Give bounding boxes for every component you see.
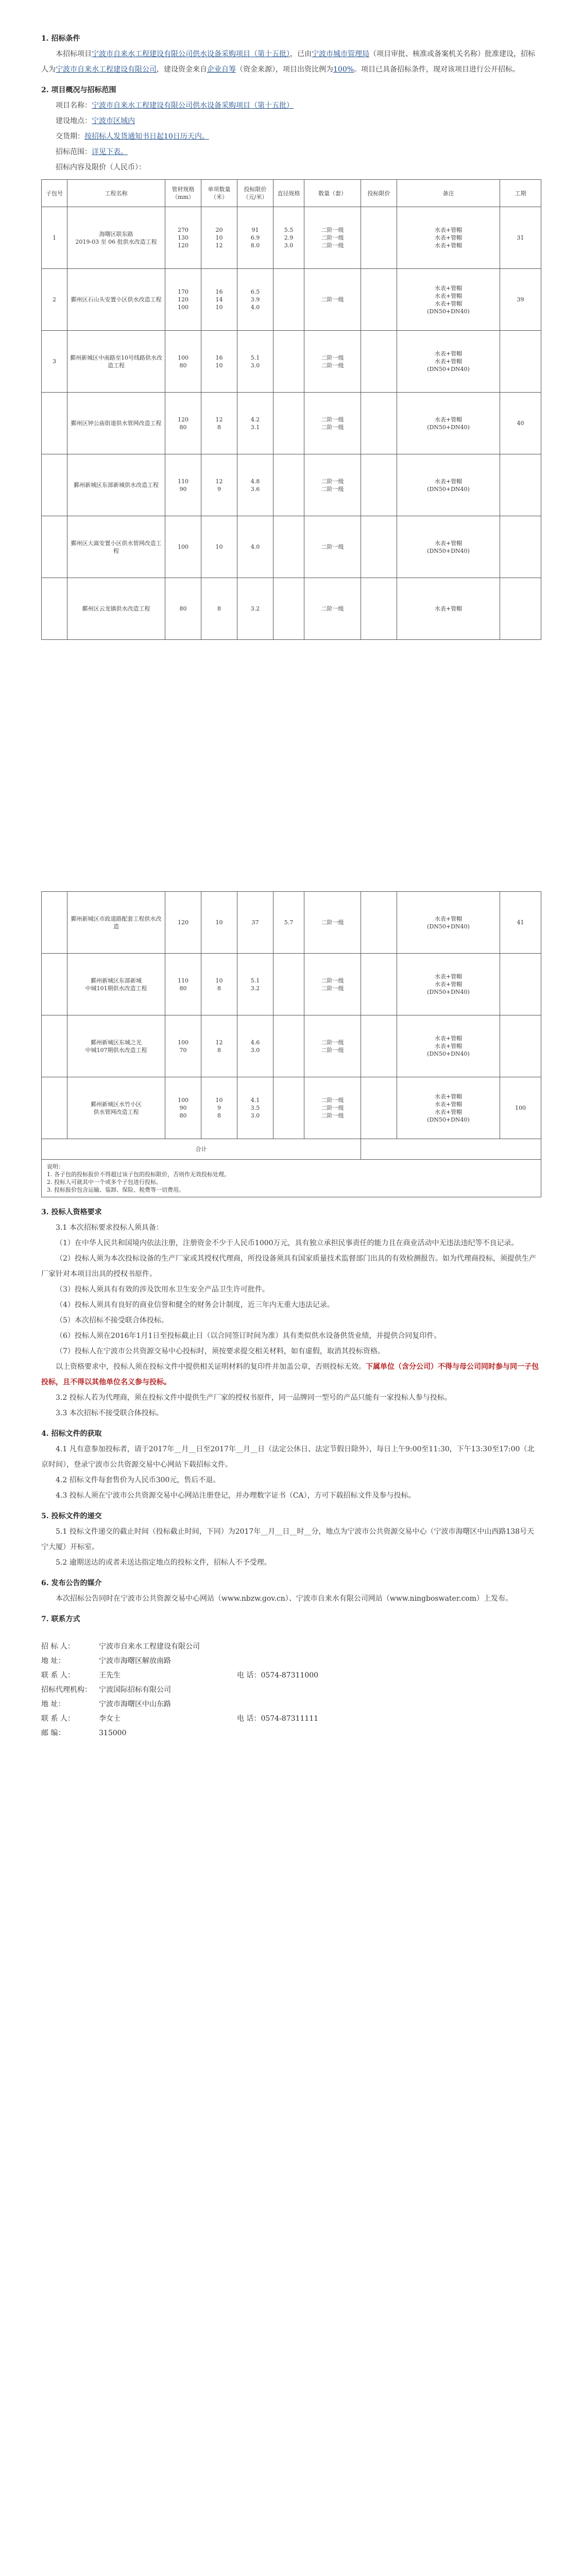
table-cell <box>273 516 304 578</box>
contact-value: 王先生 <box>99 1671 121 1680</box>
table-cell: 二阶一级 二阶一级 <box>304 393 361 454</box>
table-cell: 水表+管帽 (DN50+DN40) <box>397 454 500 516</box>
table-row <box>42 393 541 454</box>
tender-conditions-paragraph: 本招标项目宁波市自来水工程建设有限公司供水设备采购项目（第十五批），已由宁波市城市管理局（项目审批、核准或备案机关名称）批准建设，招标人为宁波市自来水工程建设有限公司，建设资金来自企业自筹（资金来源），项目出资比例为100%。项目已具备招标条件，现对该项目进行公开招标。 <box>41 50 535 74</box>
table-cell: 水表+管帽 水表+管帽 (DN50+DN40) <box>397 954 500 1015</box>
table-cell: 水表+管帽 水表+管帽 (DN50+DN40) <box>397 331 500 393</box>
table-cell: 16 10 <box>201 331 237 393</box>
table-cell: 鄞州区钟公庙街道供水管网改造工程 <box>67 393 165 454</box>
table-cell <box>42 516 67 578</box>
delivery-line: 交货期：按招标人发货通知书日起10日历天内。 <box>56 132 209 141</box>
table-cell <box>42 954 67 1015</box>
qualification-item: （7）投标人在宁波市公共资源交易中心投标时，须按要求提交相关材料，如有虚假，取消其投标资格。 <box>56 1347 385 1355</box>
contact-label: 地 址： <box>41 1657 65 1665</box>
table-cell: 二阶一级 <box>304 269 361 331</box>
section-heading-3: 3. 投标人资格要求 <box>41 1208 102 1216</box>
total-label: 合计 <box>42 1139 361 1160</box>
table-cell: 二阶一级 二阶一级 <box>304 954 361 1015</box>
table-cell: 37 <box>237 892 273 954</box>
project-name-line: 项目名称：宁波市自来水工程建设有限公司供水设备采购项目（第十五批） <box>56 101 294 110</box>
table-header-cell: 工程名称 <box>67 180 165 207</box>
table-cell <box>273 1015 304 1077</box>
table-header-cell: 单项数量（米） <box>201 180 237 207</box>
section-heading-4: 4. 招标文件的获取 <box>41 1430 102 1438</box>
table-cell: 100 70 <box>165 1015 201 1077</box>
section-heading-2: 2. 项目概况与招标范围 <box>41 86 116 94</box>
table-cell: 12 8 <box>201 393 237 454</box>
table-cell: 二阶一级 二阶一级 二阶一级 <box>304 207 361 269</box>
table-cell: 鄞州新城区市政道路配套工程供水改造 <box>67 892 165 954</box>
table-cell: 40 <box>500 393 541 454</box>
table-cell: 4.2 3.1 <box>237 393 273 454</box>
table-cell: 100 80 <box>165 331 201 393</box>
table-cell: 5.5 2.9 3.0 <box>273 207 304 269</box>
table-row <box>42 954 541 1015</box>
table-cell: 鄞州新城区中南路至10号线路供水改造工程 <box>67 331 165 393</box>
acquire-item: 4.3 投标人须在宁波市公共资源交易中心网站注册登记，并办理数字证书（CA），方可下载招标文件及参与投标。 <box>56 1492 416 1500</box>
table-row <box>42 1015 541 1077</box>
table-cell <box>361 578 397 640</box>
contact-row <box>41 1654 541 1668</box>
table-total-row <box>42 1139 541 1160</box>
contact-row <box>41 1726 541 1740</box>
table-cell: 鄞州新城区东部新城供水改造工程 <box>67 454 165 516</box>
total-value <box>361 1139 541 1160</box>
table-cell <box>42 393 67 454</box>
qualification-note: 以上资格要求中，投标人须在投标文件中提供相关证明材料的复印件并加盖公章，否则投标无效。下属单位（含分公司）不得与母公司同时参与同一子包投标，且不得以其他单位名义参与投标。 <box>41 1363 539 1386</box>
table-cell <box>273 331 304 393</box>
table-cell <box>42 892 67 954</box>
table-row <box>42 1077 541 1139</box>
submit-item: 5.2 逾期送达的或者未送达指定地点的投标文件，招标人不予受理。 <box>56 1558 271 1567</box>
table-cell: 4.1 3.5 3.0 <box>237 1077 273 1139</box>
table-cell: 10 9 8 <box>201 1077 237 1139</box>
project-name-link: 宁波市自来水工程建设有限公司供水设备采购项目（第十五批） <box>92 50 290 58</box>
table-cell: 4.8 3.6 <box>237 454 273 516</box>
table-cell: 二阶一级 <box>304 892 361 954</box>
table-cell <box>273 954 304 1015</box>
table-cell: 10 <box>201 892 237 954</box>
table-cell: 270 130 120 <box>165 207 201 269</box>
table-note: 说明： 1. 各子包的投标报价不得超过该子包的投标限价，否则作无效投标处理。 2. 投标人可就其中一个或多个子包进行投标。 3. 投标报价包含运输、装卸、保险、税费等一切费用。 <box>42 1160 541 1197</box>
table-cell: 水表+管帽 (DN50+DN40) <box>397 516 500 578</box>
contact-value: 李女士 <box>99 1715 121 1723</box>
table-cell <box>361 393 397 454</box>
location-line: 建设地点：宁波市区域内 <box>56 117 135 125</box>
table-cell <box>500 578 541 640</box>
table-row <box>42 269 541 331</box>
qualification-item: （5）本次招标不接受联合体投标。 <box>56 1316 168 1325</box>
table-row <box>42 331 541 393</box>
table-cell <box>273 1077 304 1139</box>
table-cell <box>361 1077 397 1139</box>
table-row <box>42 578 541 640</box>
contact-value: 宁波市海曙区中山东路 <box>99 1700 171 1708</box>
table-cell: 鄞州新城区东城之光 中城107期供水改造工程 <box>67 1015 165 1077</box>
table-cell <box>42 578 67 640</box>
table-header-cell: 直径规格 <box>273 180 304 207</box>
contact-label: 联 系 人： <box>41 1715 75 1723</box>
section-heading-5: 5. 投标文件的递交 <box>41 1512 102 1520</box>
table-cell: 120 80 <box>165 393 201 454</box>
table-cell <box>42 1077 67 1139</box>
page-2 <box>41 891 541 2576</box>
contact-label: 联 系 人： <box>41 1671 75 1680</box>
table-cell <box>361 1015 397 1077</box>
qualification-item: 3.2 投标人若为代理商，须在投标文件中提供生产厂家的授权书原件，同一品牌同一型号的产品只能有一家投标人参与投标。 <box>56 1394 452 1402</box>
table-header-cell: 子包号 <box>42 180 67 207</box>
contact-row <box>41 1697 541 1711</box>
warning-text: 下属单位（含分公司）不得与母公司同时参与同一子包投标，且不得以其他单位名义参与投标。 <box>41 1363 539 1386</box>
table-cell: 3.2 <box>237 578 273 640</box>
table-cell: 鄞州区大嵩安置小区供水管网改造工程 <box>67 516 165 578</box>
table-cell: 鄞州新城区水竹小区 供水管网改造工程 <box>67 1077 165 1139</box>
contact-value: 宁波市海曙区解放南路 <box>99 1657 171 1665</box>
table-cell: 水表+管帽 (DN50+DN40) <box>397 393 500 454</box>
table-row <box>42 454 541 516</box>
table-cell <box>361 207 397 269</box>
table-cell: 二阶一级 二阶一级 二阶一级 <box>304 1077 361 1139</box>
table-cell: 20 10 12 <box>201 207 237 269</box>
table-cell: 91 6.9 8.0 <box>237 207 273 269</box>
table-header-cell: 数量（套） <box>304 180 361 207</box>
table-cell: 41 <box>500 892 541 954</box>
section-heading-1: 1. 招标条件 <box>41 35 80 43</box>
table-cell: 10 <box>201 516 237 578</box>
table-cell: 100 90 80 <box>165 1077 201 1139</box>
table-cell: 6.5 3.9 4.0 <box>237 269 273 331</box>
content-line: 招标内容及限价（人民币）： <box>56 163 146 172</box>
table-cell: 4.0 <box>237 516 273 578</box>
table-cell <box>361 516 397 578</box>
table-cell: 5.1 3.0 <box>237 331 273 393</box>
table-cell: 二阶一级 二阶一级 <box>304 331 361 393</box>
table-cell <box>361 892 397 954</box>
acquire-item: 4.2 招标文件每套售价为人民币300元，售后不退。 <box>56 1476 220 1484</box>
table-cell: 5.1 3.2 <box>237 954 273 1015</box>
table-cell <box>361 954 397 1015</box>
contact-label: 邮 编： <box>41 1729 65 1737</box>
acquire-item: 4.1 凡有意参加投标者，请于2017年__月__日至2017年__月__日（法定公休日、法定节假日除外），每日上午9:00至11:30，下午13:30至17:00（北京时间），登录宁波市公共资源交易中心网站下载招标文件。 <box>41 1445 535 1469</box>
table-row <box>42 892 541 954</box>
contact-value: 宁波国际招标有限公司 <box>99 1686 171 1694</box>
table-cell: 3 <box>42 331 67 393</box>
submit-item: 5.1 投标文件递交的截止时间（投标截止时间，下同）为2017年__月__日__时__分，地点为宁波市公共资源交易中心（宁波市海曙区中山西路138号天宁大厦）开标室。 <box>41 1528 535 1551</box>
table-cell <box>500 454 541 516</box>
table-header-cell: 工期 <box>500 180 541 207</box>
table-cell: 2 <box>42 269 67 331</box>
contact-row <box>41 1668 541 1683</box>
table-cell: 4.6 3.0 <box>237 1015 273 1077</box>
table-note-row <box>42 1160 541 1197</box>
table-header-row <box>42 180 541 207</box>
table-cell: 海曙区联东路 2019-03 至 06 批供水改造工程 <box>67 207 165 269</box>
contact-label: 招标代理机构： <box>41 1686 92 1694</box>
table-cell <box>361 331 397 393</box>
table-cell <box>361 454 397 516</box>
table-cell: 12 8 <box>201 1015 237 1077</box>
table-cell <box>500 516 541 578</box>
contact-label: 地 址： <box>41 1700 65 1708</box>
table-row <box>42 516 541 578</box>
table-header-cell: 管材规格（mm） <box>165 180 201 207</box>
table-cell <box>273 393 304 454</box>
table-cell: 鄞州区石山头安置小区供水改造工程 <box>67 269 165 331</box>
table-cell: 120 <box>165 892 201 954</box>
table-cell: 水表+管帽 水表+管帽 水表+管帽 (DN50+DN40) <box>397 269 500 331</box>
table-cell: 31 <box>500 207 541 269</box>
table-cell: 水表+管帽 水表+管帽 (DN50+DN40) <box>397 1015 500 1077</box>
table-cell: 100 <box>500 1077 541 1139</box>
content-table-part1 <box>41 179 541 640</box>
table-cell: 110 80 <box>165 954 201 1015</box>
contact-phone: 电 话：0574-87311111 <box>237 1715 319 1723</box>
contact-row <box>41 1639 541 1654</box>
table-cell: 12 9 <box>201 454 237 516</box>
contact-phone: 电 话：0574-87311000 <box>237 1671 319 1680</box>
section-heading-7: 7. 联系方式 <box>41 1615 80 1623</box>
table-row <box>42 207 541 269</box>
table-cell <box>500 954 541 1015</box>
page-1 <box>41 31 541 896</box>
table-header-cell: 投标限价（元/米） <box>237 180 273 207</box>
table-cell: 16 14 10 <box>201 269 237 331</box>
contact-value: 宁波市自来水工程建设有限公司 <box>99 1642 200 1651</box>
media-paragraph: 本次招标公告同时在宁波市公共资源交易中心网站（www.nbzw.gov.cn）、宁波市自来水有限公司网站（www.ningboswater.com）上发布。 <box>56 1595 512 1603</box>
qualification-item: （4）投标人须具有良好的商业信誉和健全的财务会计制度，近三年内无重大违法记录。 <box>56 1301 334 1309</box>
table-cell: 5.7 <box>273 892 304 954</box>
table-cell <box>273 454 304 516</box>
table-cell: 1 <box>42 207 67 269</box>
qualification-item: （2）投标人须为本次投标设备的生产厂家或其授权代理商，所投设备须具有国家质量技术监督部门出具的有效检测报告。如为代理商投标，须提供生产厂家针对本项目出具的授权书原件。 <box>41 1255 536 1278</box>
table-header-cell: 投标限价 <box>361 180 397 207</box>
table-cell <box>273 269 304 331</box>
table-cell <box>273 578 304 640</box>
qualification-item: （1）在中华人民共和国境内依法注册，注册资金不少于人民币1000万元，具有独立承担民事责任的能力且在商业活动中无违法违纪等不良记录。 <box>56 1239 519 1247</box>
table-cell: 10 8 <box>201 954 237 1015</box>
table-cell: 水表+管帽 水表+管帽 水表+管帽 <box>397 207 500 269</box>
qualification-item: （6）投标人须在2016年1月1日至投标截止日（以合同签订时间为准）具有类似供水设备供货业绩，并提供合同复印件。 <box>56 1332 441 1340</box>
table-cell: 水表+管帽 <box>397 578 500 640</box>
contact-label: 招 标 人： <box>41 1642 75 1651</box>
contact-block <box>41 1639 541 1740</box>
table-cell <box>361 269 397 331</box>
table-cell <box>500 1015 541 1077</box>
table-cell: 39 <box>500 269 541 331</box>
table-cell <box>42 1015 67 1077</box>
scope-line: 招标范围：详见下表。 <box>56 148 128 156</box>
qualification-item: （3）投标人须具有有效的涉及饮用水卫生安全产品卫生许可批件。 <box>56 1285 269 1294</box>
contact-row <box>41 1683 541 1697</box>
table-cell: 鄞州区云龙镇供水改造工程 <box>67 578 165 640</box>
table-cell <box>500 331 541 393</box>
contact-row <box>41 1711 541 1726</box>
table-cell: 二阶一级 二阶一级 <box>304 454 361 516</box>
table-cell: 170 120 100 <box>165 269 201 331</box>
contact-value: 315000 <box>99 1729 127 1737</box>
content-table-part2 <box>41 891 541 1197</box>
qualification-item: 3.3 本次招标不接受联合体投标。 <box>56 1409 163 1417</box>
table-cell: 80 <box>165 578 201 640</box>
table-cell: 110 90 <box>165 454 201 516</box>
table-cell: 二阶一级 <box>304 516 361 578</box>
qualification-item: 3.1 本次招标要求投标人须具备： <box>56 1224 163 1232</box>
table-cell: 二阶一级 二阶一级 <box>304 1015 361 1077</box>
table-cell: 二阶一级 <box>304 578 361 640</box>
table-cell <box>42 454 67 516</box>
table-cell: 8 <box>201 578 237 640</box>
section-heading-6: 6. 发布公告的媒介 <box>41 1579 102 1587</box>
table-cell: 鄞州新城区东部新城 中城101期供水改造工程 <box>67 954 165 1015</box>
table-cell: 水表+管帽 (DN50+DN40) <box>397 892 500 954</box>
table-cell: 水表+管帽 水表+管帽 水表+管帽 (DN50+DN40) <box>397 1077 500 1139</box>
table-header-cell: 备注 <box>397 180 500 207</box>
table-cell: 100 <box>165 516 201 578</box>
